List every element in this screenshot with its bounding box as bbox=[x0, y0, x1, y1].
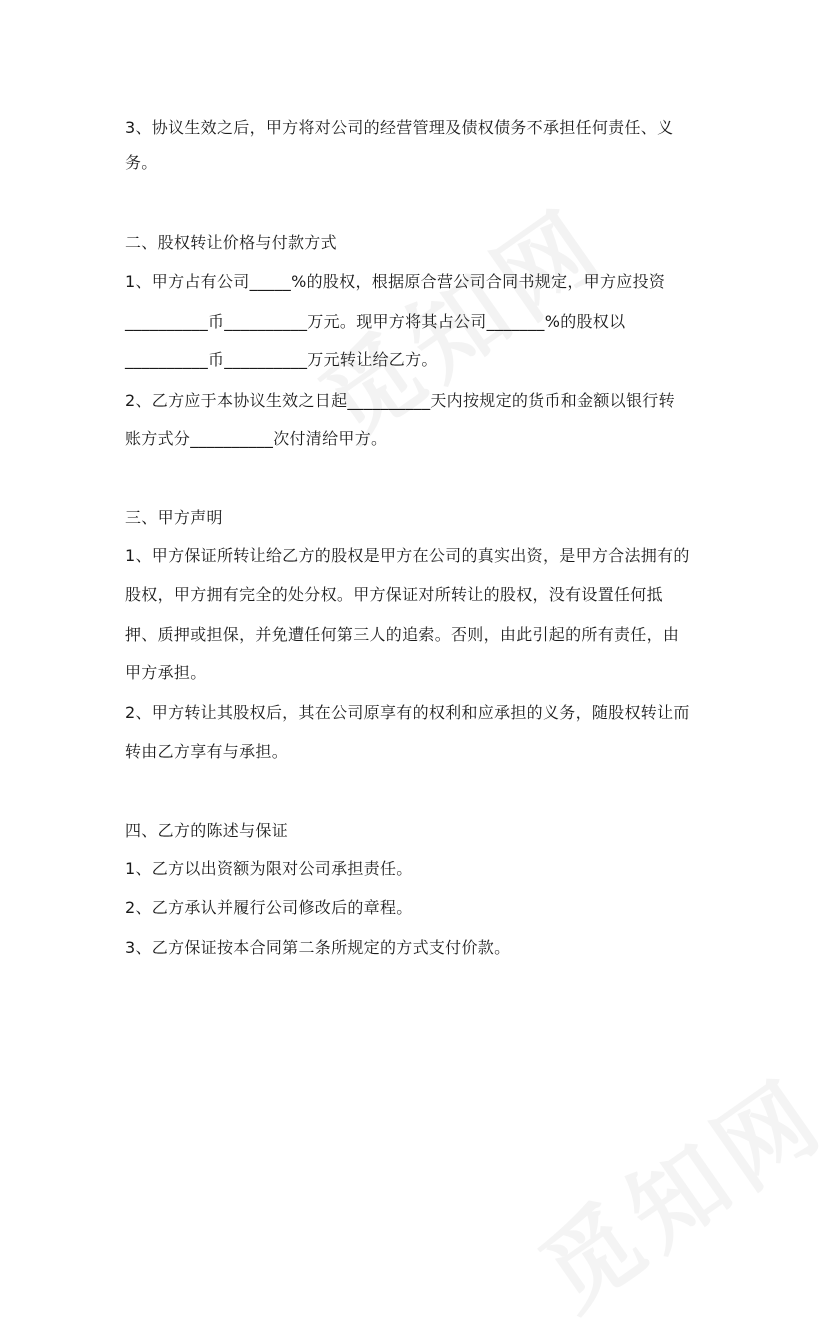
paragraph-line: 3、乙方保证按本合同第二条所规定的方式支付价款。 bbox=[125, 938, 511, 957]
paragraph-line: 2、乙方承认并履行公司修改后的章程。 bbox=[125, 898, 413, 917]
section-heading: 二、股权转让价格与付款方式 bbox=[125, 233, 337, 252]
paragraph-line: 押、质押或担保，并免遭任何第三人的追索。否则，由此引起的所有责任，由 bbox=[125, 625, 680, 644]
paragraph-line: 账方式分__________次付清给甲方。 bbox=[125, 429, 388, 448]
paragraph-line: 甲方承担。 bbox=[125, 663, 207, 682]
paragraph-line: 1、甲方保证所转让给乙方的股权是甲方在公司的真实出资，是甲方合法拥有的 bbox=[125, 546, 690, 565]
paragraph-line: 2、乙方应于本协议生效之日起__________天内按规定的货币和金额以银行转 bbox=[125, 391, 675, 410]
paragraph-line: 2、甲方转让其股权后，其在公司原享有的权利和应承担的义务，随股权转让而 bbox=[125, 703, 690, 722]
section-heading: 四、乙方的陈述与保证 bbox=[125, 821, 289, 840]
paragraph-line: __________币__________万元转让给乙方。 bbox=[125, 350, 438, 369]
watermark-bottom bbox=[509, 1041, 830, 1336]
paragraph-line: __________币__________万元。现甲方将其占公司_______%的股权以 bbox=[125, 312, 626, 331]
paragraph-line: 1、甲方占有公司_____%的股权，根据原合营公司合同书规定，甲方应投资 bbox=[125, 272, 666, 291]
paragraph-line: 1、乙方以出资额为限对公司承担责任。 bbox=[125, 859, 413, 878]
paragraph-line: 转由乙方享有与承担。 bbox=[125, 742, 289, 761]
paragraph-line: 3、协议生效之后，甲方将对公司的经营管理及债权债务不承担任何责任、义 bbox=[125, 118, 674, 137]
paragraph-line: 股权，甲方拥有完全的处分权。甲方保证对所转让的股权，没有设置任何抵 bbox=[125, 585, 663, 604]
section-heading: 三、甲方声明 bbox=[125, 508, 223, 527]
paragraph-line: 务。 bbox=[125, 153, 158, 172]
